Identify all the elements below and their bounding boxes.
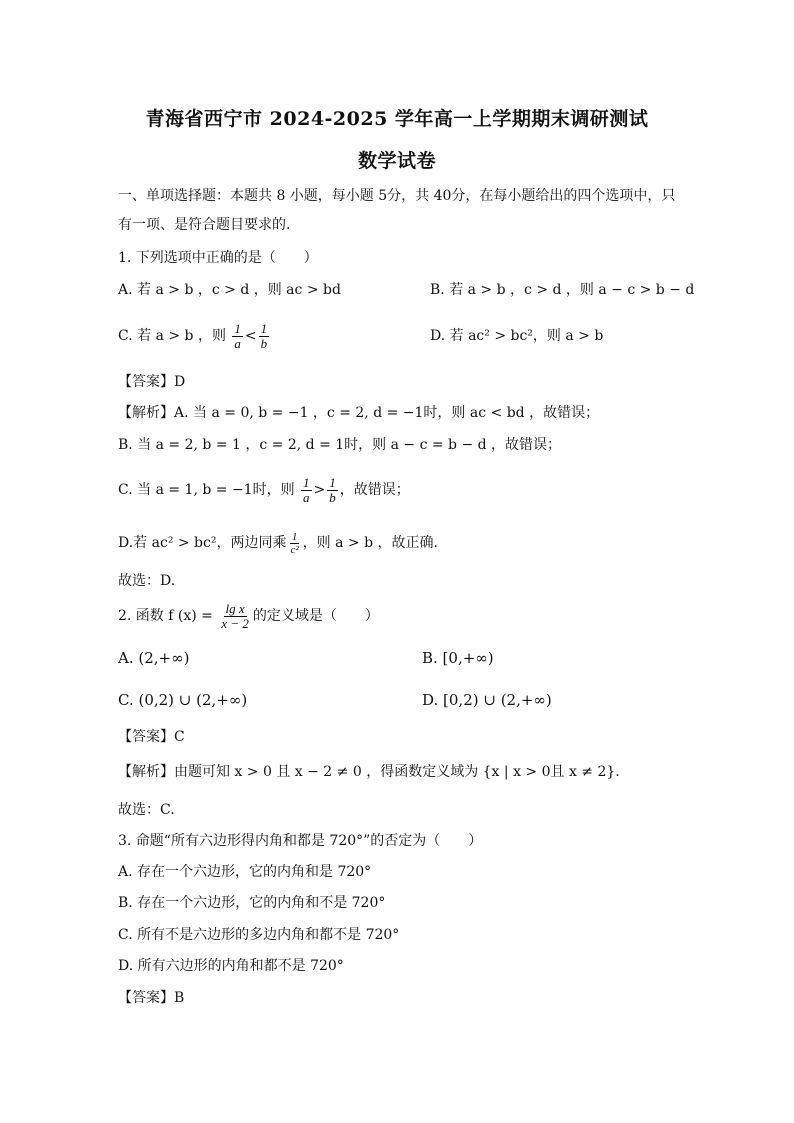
q1-explanation-a: 【解析】A. 当 a = 0, b = −1 ，c = 2, d = −1时，则 ac < bd ，故错误； [118, 405, 600, 421]
fraction-denominator: x − 2 [221, 615, 249, 631]
q1-option-d: D. 若 ac² > bc²，则 a > b [430, 328, 604, 344]
q2-option-d: D. [0,2) ∪ (2,+∞) [422, 691, 552, 709]
section-heading: 一、单项选择题：本题共 8 小题，每小题 5分，共 40分，在每小题给出的四个选项中，只 [118, 188, 676, 204]
q1-option-b: B. 若 a > b ，c > d ，则 a − c > b − d [430, 282, 695, 298]
fraction [288, 531, 300, 556]
q1-explanation-c-prefix: C. 当 a = 1, b = −1时，则 [118, 482, 295, 498]
q2-answer: 【答案】C [118, 729, 185, 745]
q1-choose: 故选：D. [118, 573, 176, 589]
q2-option-b: B. [0,+∞) [422, 649, 494, 667]
q3-option-a: A. 存在一个六边形，它的内角和是 720° [118, 864, 372, 880]
q1-explanation-d-prefix: D.若 ac² > bc²，两边同乘 [118, 535, 287, 551]
page-title: 青海省西宁市 2024-2025 学年高一上学期期末调研测试 [145, 108, 649, 130]
fraction [219, 602, 251, 631]
q2-choose: 故选：C. [118, 802, 175, 818]
q1-explanation-d [118, 526, 438, 560]
fraction-numerator: lg x [225, 600, 245, 616]
q1-explanation-c [118, 472, 410, 508]
page-subtitle: 数学试卷 [357, 150, 436, 172]
q3-option-d: D. 所有六边形的内角和都不是 720° [118, 958, 344, 974]
q1-stem: 1. 下列选项中正确的是（ ） [118, 250, 318, 266]
q2-stem-suffix: 的定义域是（ ） [252, 608, 379, 624]
q1-explanation-c-suffix: ，故错误； [339, 482, 410, 498]
fraction-numerator: 1 [234, 320, 241, 336]
fraction-denominator: b [260, 335, 268, 351]
fraction [301, 476, 312, 505]
fraction-denominator: c² [290, 543, 299, 556]
fraction-denominator: b [329, 489, 336, 505]
q2-option-a: A. (2,+∞) [118, 649, 190, 667]
q1-explanation-b: B. 当 a = 2, b = 1 ，c = 2, d = 1时，则 a − c = b − d ，故错误； [118, 437, 562, 453]
fraction-denominator: a [303, 489, 310, 505]
q1-option-a: A. 若 a > b ，c > d ，则 ac > bd [118, 282, 341, 298]
q2-explanation: 【解析】由题可知 x > 0 且 x − 2 ≠ 0 ，得函数定义域为 {x | x > 0且 x ≠ 2}. [118, 764, 620, 780]
q1-answer: 【答案】D [118, 374, 186, 390]
fraction [327, 476, 338, 505]
fraction-numerator: 1 [303, 474, 310, 490]
q2-stem-prefix: 2. 函数 f (x) = [118, 608, 213, 624]
q3-option-b: B. 存在一个六边形，它的内角和不是 720° [118, 895, 386, 911]
fraction [259, 322, 270, 351]
operator: > [313, 482, 326, 498]
q1-explanation-d-suffix: ，则 a > b ，故正确. [302, 535, 438, 551]
fraction-denominator: a [234, 335, 241, 351]
q1-option-c-prefix: C. 若 a > b ，则 [118, 328, 226, 344]
fraction-numerator: 1 [291, 530, 298, 543]
fraction [232, 322, 243, 351]
q3-option-c: C. 所有不是六边形的多边内角和都不是 720° [118, 927, 400, 943]
section-heading-cont: 有一项、是符合题目要求的. [118, 217, 291, 233]
q2-option-c: C. (0,2) ∪ (2,+∞) [118, 691, 248, 709]
q2-stem [118, 598, 379, 634]
q1-option-c [118, 318, 271, 354]
fraction-numerator: 1 [329, 474, 336, 490]
q3-answer: 【答案】B [118, 990, 185, 1006]
fraction-numerator: 1 [260, 320, 268, 336]
operator: < [244, 328, 257, 344]
q3-stem: 3. 命题“所有六边形得内角和都是 720°”的否定为（ ） [118, 833, 483, 849]
